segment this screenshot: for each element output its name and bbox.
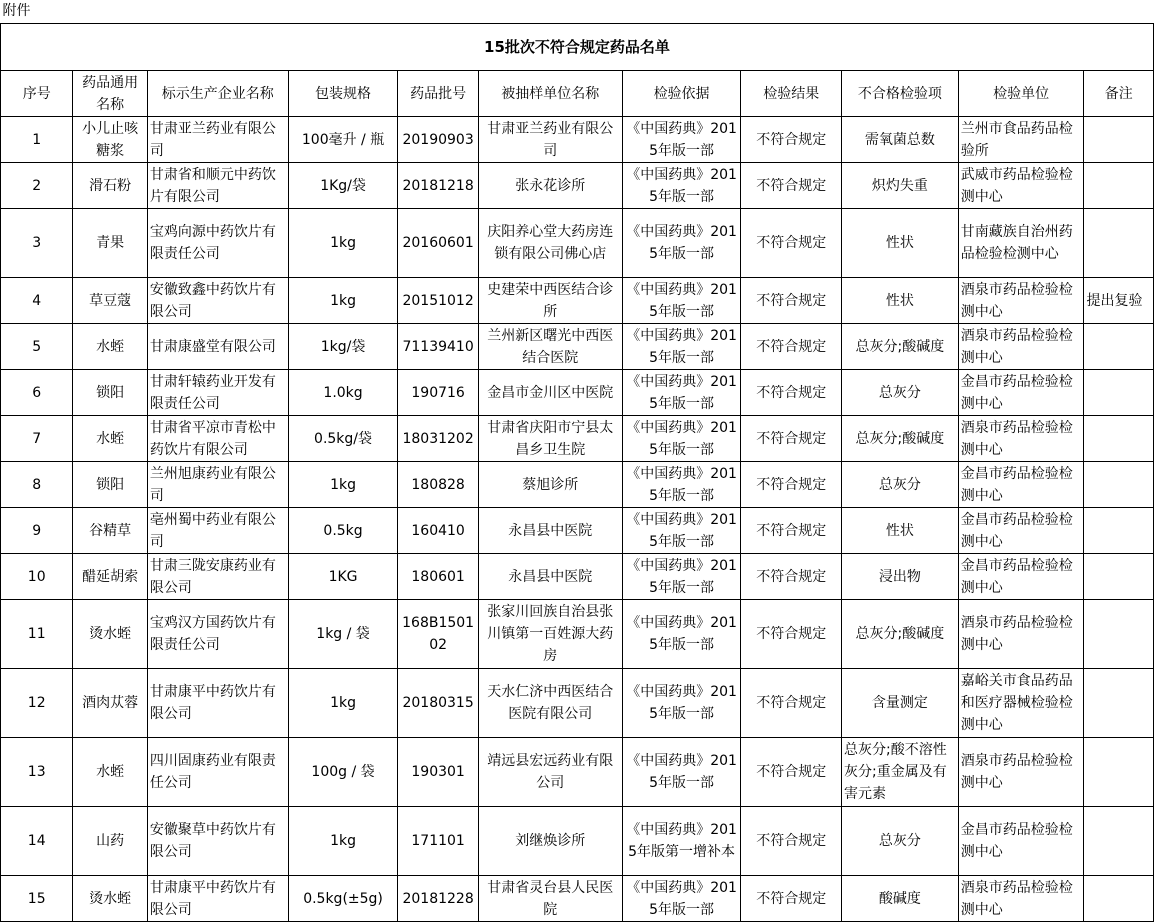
cell-batch: 190301 [398,738,478,807]
cell-no: 9 [1,508,73,554]
header-note: 备注 [1084,71,1154,117]
cell-sampled-unit: 天水仁济中西医结合医院有限公司 [478,669,622,738]
cell-note [1084,807,1154,876]
cell-no: 8 [1,462,73,508]
cell-basis: 《中国药典》2015年版一部 [622,669,741,738]
cell-name: 水蛭 [73,416,147,462]
cell-sampled-unit: 甘肃亚兰药业有限公司 [478,117,622,163]
cell-name: 滑石粉 [73,163,147,209]
cell-batch: 20151012 [398,278,478,324]
cell-name: 青果 [73,209,147,278]
cell-basis: 《中国药典》2015年版一部 [622,600,741,669]
cell-item: 需氧菌总数 [842,117,959,163]
cell-result: 不符合规定 [741,876,842,922]
table-row [1,554,1154,600]
cell-name: 水蛭 [73,738,147,807]
cell-note [1084,370,1154,416]
cell-result: 不符合规定 [741,209,842,278]
cell-spec: 1kg [288,462,398,508]
cell-manufacturer: 安徽聚草中药饮片有限公司 [147,807,288,876]
cell-basis: 《中国药典》2015年版一部 [622,554,741,600]
cell-note: 提出复验 [1084,278,1154,324]
cell-lab: 酒泉市药品检验检测中心 [958,324,1084,370]
cell-no: 2 [1,163,73,209]
cell-note [1084,324,1154,370]
cell-name: 酒肉苁蓉 [73,669,147,738]
cell-item: 炽灼失重 [842,163,959,209]
cell-basis: 《中国药典》2015年版第一增补本 [622,807,741,876]
cell-result: 不符合规定 [741,508,842,554]
header-name: 药品通用名称 [73,71,147,117]
table-row [1,324,1154,370]
cell-item: 总灰分;酸碱度 [842,324,959,370]
cell-no: 12 [1,669,73,738]
cell-note [1084,163,1154,209]
cell-item: 总灰分;酸碱度 [842,416,959,462]
cell-item: 总灰分 [842,370,959,416]
cell-spec: 0.5kg(±5g) [288,876,398,922]
cell-sampled-unit: 蔡旭诊所 [478,462,622,508]
cell-manufacturer: 宝鸡汉方国药饮片有限责任公司 [147,600,288,669]
cell-no: 6 [1,370,73,416]
cell-name: 锁阳 [73,462,147,508]
cell-batch: 71139410 [398,324,478,370]
table-row [1,416,1154,462]
cell-manufacturer: 宝鸡向源中药饮片有限责任公司 [147,209,288,278]
cell-result: 不符合规定 [741,807,842,876]
cell-item: 总灰分;酸碱度 [842,600,959,669]
cell-no: 10 [1,554,73,600]
cell-lab: 酒泉市药品检验检测中心 [958,876,1084,922]
cell-item: 酸碱度 [842,876,959,922]
cell-name: 草豆蔻 [73,278,147,324]
cell-basis: 《中国药典》2015年版一部 [622,416,741,462]
cell-basis: 《中国药典》2015年版一部 [622,324,741,370]
cell-batch: 190716 [398,370,478,416]
cell-sampled-unit: 史建荣中西医结合诊所 [478,278,622,324]
cell-name: 烫水蛭 [73,876,147,922]
cell-batch: 171101 [398,807,478,876]
table-row [1,117,1154,163]
cell-result: 不符合规定 [741,324,842,370]
cell-basis: 《中国药典》2015年版一部 [622,117,741,163]
cell-name: 谷精草 [73,508,147,554]
cell-lab: 酒泉市药品检验检测中心 [958,416,1084,462]
cell-manufacturer: 甘肃亚兰药业有限公司 [147,117,288,163]
cell-note [1084,462,1154,508]
cell-batch: 20181228 [398,876,478,922]
cell-manufacturer: 甘肃轩辕药业开发有限责任公司 [147,370,288,416]
cell-name: 醋延胡索 [73,554,147,600]
cell-batch: 20181218 [398,163,478,209]
header-result: 检验结果 [741,71,842,117]
cell-spec: 1kg [288,278,398,324]
cell-no: 11 [1,600,73,669]
cell-manufacturer: 甘肃省平凉市青松中药饮片有限公司 [147,416,288,462]
cell-spec: 1kg [288,669,398,738]
cell-batch: 20190903 [398,117,478,163]
cell-spec: 0.5kg/袋 [288,416,398,462]
table-row [1,370,1154,416]
cell-result: 不符合规定 [741,554,842,600]
cell-item: 总灰分 [842,462,959,508]
table-row [1,876,1154,922]
cell-item: 总灰分 [842,807,959,876]
cell-no: 3 [1,209,73,278]
cell-note [1084,669,1154,738]
cell-batch: 18031202 [398,416,478,462]
cell-sampled-unit: 庆阳养心堂大药房连锁有限公司佛心店 [478,209,622,278]
header-basis: 检验依据 [622,71,741,117]
table-row [1,738,1154,807]
header-batch: 药品批号 [398,71,478,117]
cell-basis: 《中国药典》2015年版一部 [622,370,741,416]
cell-no: 5 [1,324,73,370]
cell-batch: 20180315 [398,669,478,738]
cell-sampled-unit: 金昌市金川区中医院 [478,370,622,416]
cell-sampled-unit: 刘继焕诊所 [478,807,622,876]
cell-batch: 160410 [398,508,478,554]
cell-basis: 《中国药典》2015年版一部 [622,738,741,807]
cell-result: 不符合规定 [741,117,842,163]
header-no: 序号 [1,71,73,117]
table-row [1,807,1154,876]
cell-sampled-unit: 张家川回族自治县张川镇第一百姓源大药房 [478,600,622,669]
cell-spec: 1kg [288,807,398,876]
cell-note [1084,209,1154,278]
cell-basis: 《中国药典》2015年版一部 [622,462,741,508]
cell-result: 不符合规定 [741,163,842,209]
cell-lab: 酒泉市药品检验检测中心 [958,600,1084,669]
cell-result: 不符合规定 [741,669,842,738]
cell-result: 不符合规定 [741,370,842,416]
cell-item: 性状 [842,209,959,278]
cell-manufacturer: 甘肃三陇安康药业有限公司 [147,554,288,600]
cell-no: 14 [1,807,73,876]
cell-sampled-unit: 靖远县宏远药业有限公司 [478,738,622,807]
table-row [1,600,1154,669]
cell-batch: 20160601 [398,209,478,278]
cell-item: 含量测定 [842,669,959,738]
cell-lab: 金昌市药品检验检测中心 [958,370,1084,416]
cell-manufacturer: 甘肃康盛堂有限公司 [147,324,288,370]
cell-sampled-unit: 甘肃省庆阳市宁县太昌乡卫生院 [478,416,622,462]
attachment-label: 附件 [2,3,31,19]
cell-spec: 1Kg/袋 [288,163,398,209]
cell-spec: 0.5kg [288,508,398,554]
cell-item: 性状 [842,508,959,554]
table-row [1,209,1154,278]
cell-sampled-unit: 兰州新区曙光中西医结合医院 [478,324,622,370]
header-spec: 包装规格 [288,71,398,117]
cell-lab: 嘉峪关市食品药品和医疗器械检验检测中心 [958,669,1084,738]
cell-result: 不符合规定 [741,416,842,462]
cell-lab: 武威市药品检验检测中心 [958,163,1084,209]
cell-no: 1 [1,117,73,163]
header-lab: 检验单位 [958,71,1084,117]
cell-spec: 1.0kg [288,370,398,416]
cell-result: 不符合规定 [741,462,842,508]
cell-lab: 甘南藏族自治州药品检验检测中心 [958,209,1084,278]
header-manufacturer: 标示生产企业名称 [147,71,288,117]
cell-lab: 金昌市药品检验检测中心 [958,554,1084,600]
cell-no: 7 [1,416,73,462]
cell-item: 性状 [842,278,959,324]
cell-batch: 168B150102 [398,600,478,669]
cell-lab: 金昌市药品检验检测中心 [958,807,1084,876]
table-row [1,278,1154,324]
cell-note [1084,738,1154,807]
cell-lab: 兰州市食品药品检验所 [958,117,1084,163]
cell-lab: 金昌市药品检验检测中心 [958,508,1084,554]
cell-name: 小儿止咳糖浆 [73,117,147,163]
cell-note [1084,416,1154,462]
table-row [1,163,1154,209]
cell-name: 烫水蛭 [73,600,147,669]
cell-note [1084,508,1154,554]
cell-note [1084,876,1154,922]
cell-sampled-unit: 永昌县中医院 [478,554,622,600]
table-row [1,462,1154,508]
cell-manufacturer: 甘肃省和顺元中药饮片有限公司 [147,163,288,209]
cell-note [1084,554,1154,600]
cell-result: 不符合规定 [741,600,842,669]
cell-spec: 1kg / 袋 [288,600,398,669]
cell-basis: 《中国药典》2015年版一部 [622,163,741,209]
cell-sampled-unit: 张永花诊所 [478,163,622,209]
cell-no: 4 [1,278,73,324]
cell-name: 山药 [73,807,147,876]
cell-note [1084,117,1154,163]
cell-lab: 酒泉市药品检验检测中心 [958,278,1084,324]
cell-spec: 1KG [288,554,398,600]
cell-spec: 1kg [288,209,398,278]
cell-manufacturer: 甘肃康平中药饮片有限公司 [147,876,288,922]
cell-item: 浸出物 [842,554,959,600]
cell-spec: 100g / 袋 [288,738,398,807]
header-sampled-unit: 被抽样单位名称 [478,71,622,117]
cell-batch: 180828 [398,462,478,508]
cell-spec: 1kg/袋 [288,324,398,370]
cell-result: 不符合规定 [741,738,842,807]
header-item: 不合格检验项 [842,71,959,117]
cell-manufacturer: 兰州旭康药业有限公司 [147,462,288,508]
cell-lab: 酒泉市药品检验检测中心 [958,738,1084,807]
cell-sampled-unit: 永昌县中医院 [478,508,622,554]
cell-no: 15 [1,876,73,922]
cell-name: 锁阳 [73,370,147,416]
cell-sampled-unit: 甘肃省灵台县人民医院 [478,876,622,922]
cell-basis: 《中国药典》2015年版一部 [622,876,741,922]
cell-manufacturer: 四川固康药业有限责任公司 [147,738,288,807]
cell-manufacturer: 亳州蜀中药业有限公司 [147,508,288,554]
table-row [1,669,1154,738]
table-row [1,508,1154,554]
cell-basis: 《中国药典》2015年版一部 [622,278,741,324]
cell-result: 不符合规定 [741,278,842,324]
table-title: 15批次不符合规定药品名单 [1,24,1154,71]
cell-name: 水蛭 [73,324,147,370]
cell-manufacturer: 甘肃康平中药饮片有限公司 [147,669,288,738]
cell-basis: 《中国药典》2015年版一部 [622,209,741,278]
cell-item: 总灰分;酸不溶性灰分;重金属及有害元素 [842,738,959,807]
cell-basis: 《中国药典》2015年版一部 [622,508,741,554]
cell-batch: 180601 [398,554,478,600]
cell-manufacturer: 安徽致鑫中药饮片有限公司 [147,278,288,324]
cell-spec: 100毫升 / 瓶 [288,117,398,163]
cell-no: 13 [1,738,73,807]
header-row [1,71,1154,117]
cell-note [1084,600,1154,669]
cell-lab: 金昌市药品检验检测中心 [958,462,1084,508]
